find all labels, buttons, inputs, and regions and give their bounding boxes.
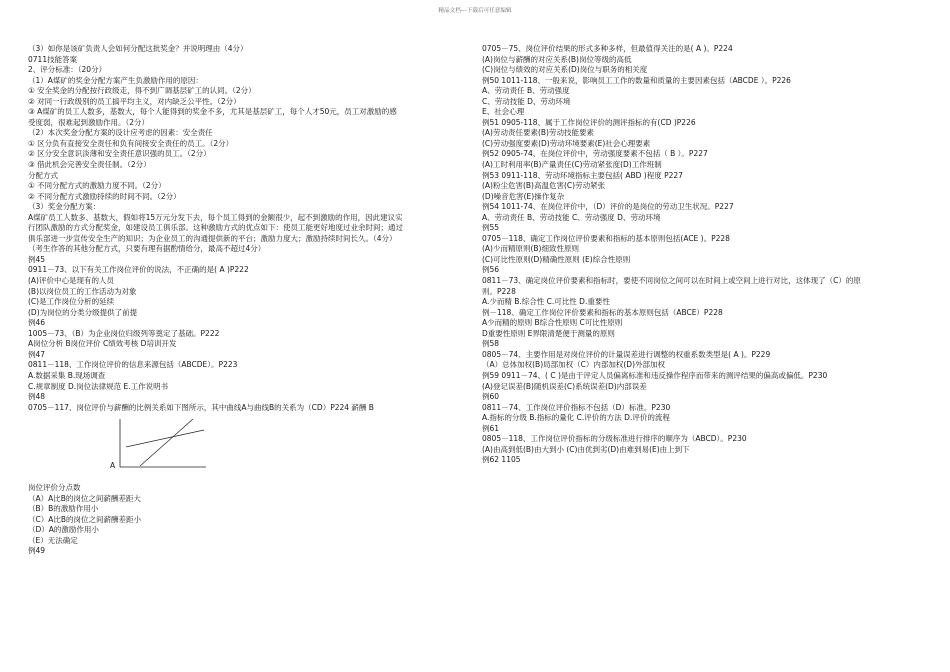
text-line: ① 区分负有直接安全责任和负有间接安全责任的员工。（2分） (28, 138, 234, 148)
text-line: 例46 (28, 318, 46, 328)
text-line: ② 不同分配方式激励持续的时间不同。（2分） (28, 191, 181, 201)
text-line: （3）奖金分配方案： (28, 202, 101, 212)
text-line: 例55 (482, 223, 500, 233)
text-line: 2、评分标准：（20分） (28, 65, 107, 75)
text-line: (D)噪音危害(E)操作复杂 (482, 191, 565, 201)
page-header: 精品文档---下载后可任意编辑 (438, 8, 512, 14)
text-line: (C)可比性原则(D)精确性原则 (E)综合性原则 (482, 254, 631, 264)
text-line: 例54 1011-74、在岗位评价中，（D）评价的是岗位的劳动卫生状况。P227 (482, 202, 734, 212)
curve-a (126, 430, 204, 447)
text-line: 例－118、确定工作岗位评价要素和指标的基本原则包括（ABCE）P228 (482, 307, 723, 317)
text-line: 例49 (28, 546, 46, 556)
text-line: 0805－118、工作岗位评价指标的分级标准进行排序的顺序为（ABCD）。P230 (482, 434, 747, 444)
text-line: 0711技能答案 (28, 54, 78, 64)
text-line: (A)少而精原则(B)细致性原则 (482, 244, 579, 254)
text-line: 0811－74、工作岗位评价指标不包括（D）标准。P230 (482, 402, 671, 412)
text-line: 例51 0905-118、属于工作岗位评价的测评指标的有(CD )P226 (482, 117, 696, 127)
text-line: (A)评价中心是现有的人员 (28, 276, 114, 286)
text-line: 例58 (482, 339, 500, 349)
text-line: ③ 借此机会完善安全责任制。（2分） (28, 160, 151, 170)
text-line: (C)劳动强度要素(D)劳动环境要素(E)社会心理要素 (482, 138, 651, 148)
text-line: 岗位评价分点数 (28, 483, 81, 493)
salary-chart (28, 417, 208, 473)
text-line: 例50 1011-118、一般来说，影响员工工作的数量和质量的主要因素包括（ABCDE ）。P226 (482, 75, 791, 85)
text-line: A.指标的分级 B.指标的量化 C.评价的方法 D.评价的流程 (482, 413, 670, 423)
text-line: 例60 (482, 392, 500, 402)
text-line: （C）A比B的岗位之间薪酬差距小 (28, 514, 142, 524)
text-line: 例53 0911-118、劳动环境指标主要包括( ABD )程度 P227 (482, 170, 683, 180)
text-line: 0811－73、确定岗位评价要素和指标时，要使不同岗位之间可以在时间上或空间上进行对比，这体现了（C）的原 (482, 276, 861, 286)
text-line: 1005－73、（B）为企业岗位归级列等奠定了基础。P222 (28, 328, 220, 338)
text-line: 例45 (28, 254, 46, 264)
text-line: ① 不同分配方式的激励力度不同。（2分） (28, 181, 166, 191)
text-line: A.少而精 B.综合性 C.可比性 D.重要性 (482, 297, 610, 307)
text-line: (A)粉尘危害(B)高温危害(C)劳动紧张 (482, 181, 606, 191)
text-line: (A)登记误差(B)随机误差(C)系统误差(D)内部误差 (482, 381, 647, 391)
text-line: 例52 0905-74、在岗位评价中，劳动强度要素不包括（ B ）。P227 (482, 149, 708, 159)
text-line: （2）本次奖金分配方案的设计应考虑的因素：安全责任 (28, 128, 213, 138)
text-line: 分配方式 (28, 170, 58, 180)
text-line: (C)岗位与绩效的对应关系(D)岗位与职务的相关度 (482, 65, 648, 75)
text-line: A少而精的原则 B综合性原则 C可比性原则 (482, 318, 623, 328)
text-line: 受度弱，很难起到激励作用。（2分） (28, 117, 150, 127)
text-line: 例47 (28, 349, 46, 359)
text-line: 则。P228 (482, 286, 516, 296)
text-line: （1）A煤矿的奖金分配方案产生负激励作用的原因： (28, 75, 203, 85)
text-line: (C)是工作岗位分析的延续 (28, 297, 115, 307)
text-line: 0705－118、确定工作岗位评价要素和指标的基本原则包括(ACE )。P228 (482, 233, 730, 243)
text-line: 例61 (482, 423, 500, 433)
text-line: （B）B的激励作用小 (28, 504, 99, 514)
left-column (28, 44, 458, 557)
left-top-lines (28, 44, 458, 413)
text-line: (A)劳动责任要素(B)劳动技能要素 (482, 128, 594, 138)
text-line: ② 区分安全意识淡薄和安全责任意识强的员工。（2分） (28, 149, 211, 159)
chart-label-a: A (110, 461, 116, 471)
text-line: 0811－118、工作岗位评价的信息来源包括（ABCDE）。P223 (28, 360, 238, 370)
text-line: C、劳动技能 D、劳动环境 (482, 96, 571, 106)
text-line: ① 安全奖金的分配按行政级走，得不到广调基层矿工的认同。（2分） (28, 86, 256, 96)
text-line: (A)岗位与薪酬的对应关系(B)岗位等级的高低 (482, 54, 632, 64)
text-line: ③ A煤矿的员工人数多，基数大，每个人能得到的奖金不多，尤其是基层矿工，每个人才50元，员工对激励的感 (28, 107, 397, 117)
text-line: ② 对同一行政级别的员工搞平均主义，对内缺乏公平性。（2分） (28, 96, 241, 106)
text-line: (D)为岗位的分类分级提供了前提 (28, 307, 138, 317)
text-line: C.规章制度 D.岗位法律规范 E.工作说明书 (28, 381, 169, 391)
text-line: 0911－73、以下有关工作岗位评价的说法，不正确的是( A )P222 (28, 265, 249, 275)
text-line: （E）无法确定 (28, 535, 78, 545)
text-line: （A）A比B的岗位之间薪酬差距大 (28, 493, 141, 503)
text-line: 0805－74、主要作用是对岗位评价的计量误差进行调整的权重系数类型是( A )。P229 (482, 349, 771, 359)
text-line: (B)以岗位员工的工作活动为对象 (28, 286, 137, 296)
text-line: 例48 (28, 392, 46, 402)
text-line: 俱乐部进一步宣传安全生产的知识；为企业员工的沟通提供新的平台；激励力度大；激励持续时间长久。（4分） (28, 233, 397, 243)
text-line: 0705－75、岗位评价结果的形式多种多样，但最值得关注的是( A )。P224 (482, 44, 733, 53)
text-line: 例59 0911－74、( C )是由于评定人员偏离标准和违反操作程序而带来的测评结果的偏高或偏低。P230 (482, 370, 828, 380)
text-line: 0705－117、岗位评价与薪酬的比例关系如下图所示，其中曲线A与曲线B的关系为（CD）P224 薪酬 B (28, 402, 374, 412)
text-line: A、劳动责任 B、劳动技能 C、劳动强度 D、劳动环境 (482, 212, 661, 222)
text-line: （考生作答的其他分配方式，只要有理有据酌情给分，最高不超过4分） (28, 244, 266, 254)
text-line: 例56 (482, 265, 500, 275)
text-line: D重要性原则 E界限清楚便于测量的原则 (482, 328, 615, 338)
text-line: 行团队激励的方式分配奖金，如建设员工俱乐部。这种激励方式的优点如下：使员工能更好地度过业余时间；通过 (28, 223, 403, 233)
text-line: （D）A的激励作用小 (28, 525, 99, 535)
left-bottom-lines (28, 483, 458, 557)
text-line: A.数据采集 B.现场调查 (28, 370, 106, 380)
text-line: A岗位分析 B岗位评价 C绩效考核 D培训开发 (28, 339, 177, 349)
text-line: E、社会心理 (482, 107, 525, 117)
text-line: (A)工时利用率(B)产量责任(C)劳动紧张度(D)工作班制 (482, 160, 662, 170)
text-line: A煤矿员工人数多、基数大，假如将15万元分发下去，每个员工得到的金额很少，起不到激励的作用，因此建议实 (28, 212, 403, 222)
text-line: A、劳动责任 B、劳动强度 (482, 86, 570, 96)
salary-chart-figure (28, 417, 208, 473)
text-line: (A)由高到低(B)由大到小 (C)由优到劣(D)由难到易(E)由上到下 (482, 444, 690, 454)
text-line: （3）如你是该矿负责人会如何分配这批奖金？并说明理由（4分） (28, 44, 248, 53)
text-line: （A）总体加权(B)局部加权（C）内部加权(D)外部加权 (482, 360, 665, 370)
right-column (482, 44, 922, 466)
text-line: 例62 1105 (482, 455, 521, 465)
